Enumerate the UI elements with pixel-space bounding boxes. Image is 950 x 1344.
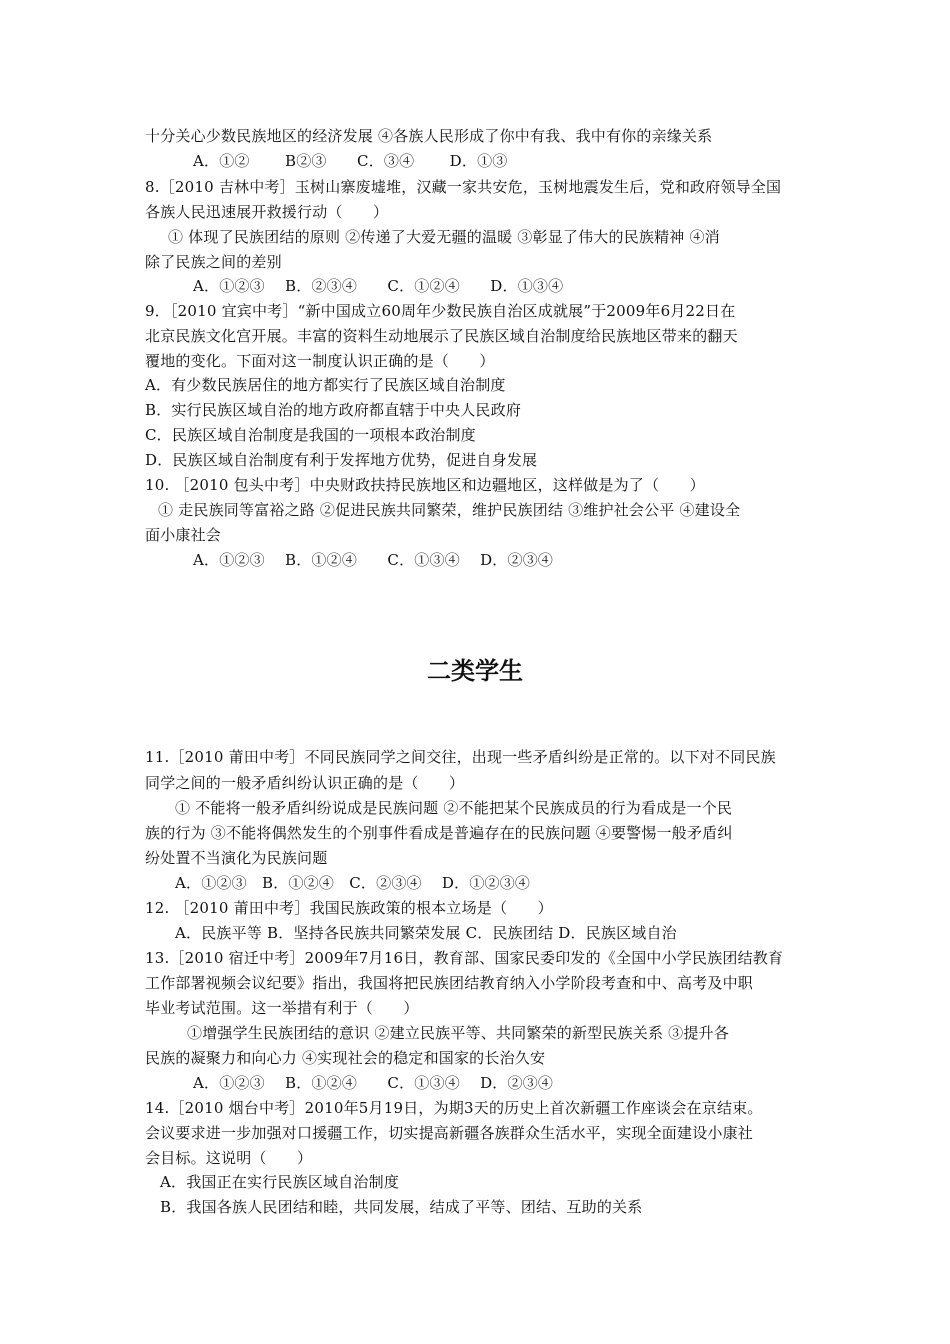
statement-list: ①增强学生民族团结的意识 ②建立民族平等、共同繁荣的新型民族关系 ③提升各 — [187, 1024, 729, 1042]
question-11: 11.［2010 莆田中考］不同民族同学之间交往，出现一些矛盾纠纷是正常的。以下对不同民族 — [145, 748, 776, 766]
question-13: 13.［2010 宿迁中考］2009年7月16日，教育部、国家民委印发的《全国中小学民族团结教育 — [145, 949, 784, 967]
text-line: 除了民族之间的差别 — [145, 253, 282, 271]
option-d: D．民族区域自治制度有利于发挥地方优势，促进自身发展 — [145, 451, 538, 469]
answer-options: A．①②③ B．①②④ C．②③④ D．①②③④ — [175, 874, 531, 892]
text-line: 民族的凝聚力和向心力 ④实现社会的稳定和国家的长治久安 — [145, 1049, 546, 1067]
question-14: 14.［2010 烟台中考］2010年5月19日，为期3天的历史上首次新疆工作座谈会在京结束。 — [145, 1099, 763, 1117]
answer-options: A．①②③ B．①②④ C．①③④ D．②③④ — [193, 551, 554, 569]
answer-options: A．①②③ B．②③④ C．①②④ D．①③④ — [193, 277, 564, 295]
option-a: A．我国正在实行民族区域自治制度 — [160, 1173, 400, 1191]
option-b: B．我国各族人民团结和睦，共同发展，结成了平等、团结、互助的关系 — [160, 1198, 643, 1216]
text-line: 十分关心少数民族地区的经济发展 ④各族人民形成了你中有我、我中有你的亲缘关系 — [145, 127, 713, 145]
text-line: 会目标。这说明（ ） — [145, 1149, 313, 1167]
option-c: C．民族区域自治制度是我国的一项根本政治制度 — [145, 426, 476, 444]
text-line: 纷处置不当演化为民族问题 — [145, 849, 328, 867]
question-12: 12. ［2010 莆田中考］我国民族政策的根本立场是（ ） — [145, 899, 553, 917]
text-line: 族的行为 ③不能将偶然发生的个别事件看成是普遍存在的民族问题 ④要警惕一般矛盾纠 — [145, 824, 733, 842]
section-title: 二类学生 — [427, 657, 523, 685]
statement-list: ① 走民族同等富裕之路 ②促进民族共同繁荣，维护民族团结 ③维护社会公平 ④建设全 — [158, 501, 741, 519]
text-line: 工作部署视频会议纪要》指出，我国将把民族团结教育纳入小学阶段考查和中、高考及中职 — [145, 974, 754, 992]
option-a: A．有少数民族居住的地方都实行了民族区域自治制度 — [145, 376, 506, 394]
text-line: 毕业考试范围。这一举措有利于（ ） — [145, 999, 419, 1017]
text-line: 各族人民迅速展开救援行动（ ） — [145, 203, 389, 221]
text-line: 同学之间的一般矛盾纠纷认识正确的是（ ） — [145, 774, 465, 792]
question-8: 8.［2010 吉林中考］玉树山寨废墟堆，汉藏一家共安危，玉树地震发生后，党和政府领导全国 — [145, 178, 782, 196]
answer-options: A．民族平等 B．坚持各民族共同繁荣发展 C．民族团结 D．民族区域自治 — [175, 924, 677, 942]
statement-list: ① 不能将一般矛盾纠纷说成是民族问题 ②不能把某个民族成员的行为看成是一个民 — [175, 799, 733, 817]
answer-options: A．①②③ B．①②④ C．①③④ D．②③④ — [193, 1074, 554, 1092]
statement-list: ① 体现了民族团结的原则 ②传递了大爱无疆的温暖 ③彰显了伟大的民族精神 ④消 — [168, 228, 720, 246]
option-b: B．实行民族区域自治的地方政府都直辖于中央人民政府 — [145, 401, 522, 419]
question-10: 10. ［2010 包头中考］中央财政扶持民族地区和边疆地区，这样做是为了（ ） — [145, 476, 705, 494]
text-line: 覆地的变化。下面对这一制度认识正确的是（ ） — [145, 352, 495, 370]
text-line: 面小康社会 — [145, 526, 222, 544]
text-line: 会议要求进一步加强对口援疆工作，切实提高新疆各族群众生活水平，实现全面建设小康社 — [145, 1124, 754, 1142]
text-line: 北京民族文化宫开展。丰富的资料生动地展示了民族区域自治制度给民族地区带来的翻天 — [145, 327, 738, 345]
answer-options: A．①② B②③ C．③④ D．①③ — [193, 152, 508, 170]
question-9: 9．［2010 宜宾中考］“新中国成立60周年少数民族自治区成就展”于2009年6月22日在 — [145, 302, 736, 320]
